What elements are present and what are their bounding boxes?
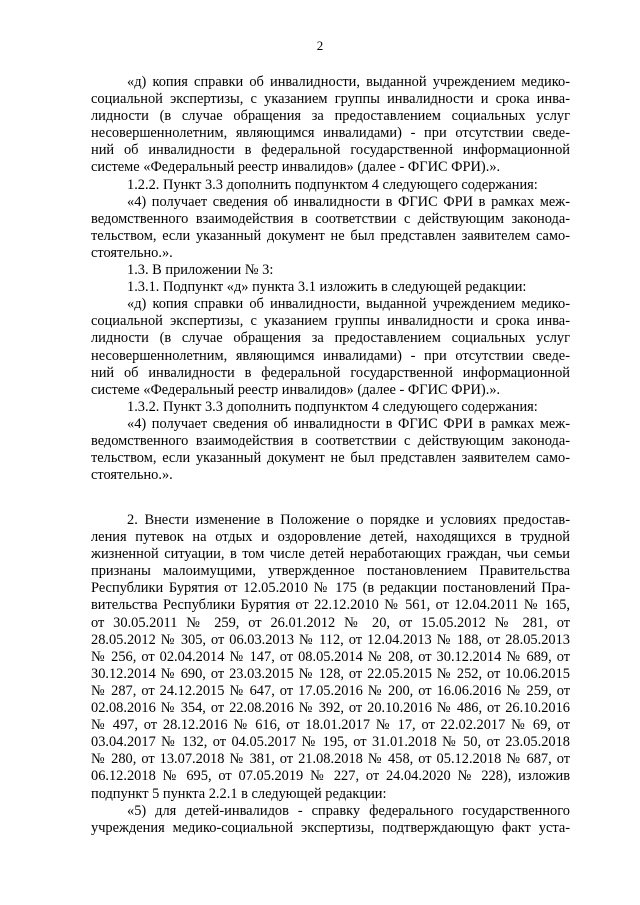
text-line: 1.3. В приложении № 3:	[127, 262, 274, 279]
text-line: лидности (в случае обращения за предоставлением социальных услуг	[91, 108, 570, 125]
text-line: «4) получает сведения об инвалидности в ФГИС ФРИ в рамках меж-	[127, 193, 570, 210]
text-line: стоятельно.».	[91, 467, 173, 484]
text-line: стоятельно.».	[91, 244, 173, 261]
text-line: лидности (в случае обращения за предоставлением социальных услуг	[91, 330, 570, 347]
text-line: ний об инвалидности в федеральной государственной информационной	[91, 142, 570, 159]
text-line: 2. Внести изменение в Положение о порядке и условиях предостав-	[127, 512, 570, 528]
text-line: «д) копия справки об инвалидности, выданной учреждением медико-	[127, 296, 570, 313]
text-line: 06.12.2018 № 695, от 07.05.2019 № 227, от 24.04.2020 № 228), изложив	[91, 768, 570, 785]
text-line: системе «Федеральный реестр инвалидов» (далее - ФГИС ФРИ).».	[91, 381, 501, 398]
amendments-section-1	[91, 74, 570, 484]
text-line: ведомственного взаимодействия в соответствии с действующим законода-	[91, 210, 570, 227]
text-line: ведомственного взаимодействия в соответствии с действующим законода-	[91, 432, 570, 449]
text-line: 03.04.2017 № 132, от 04.05.2017 № 195, от 31.01.2018 № 50, от 23.05.2018	[91, 734, 570, 751]
page-number: 2	[316, 38, 324, 53]
text-line: несовершеннолетним, являющимся инвалидами) - при отсутствии сведе-	[91, 125, 570, 142]
text-line: № 280, от 13.07.2018 № 381, от 21.08.2018 № 458, от 05.12.2018 № 687, от	[91, 751, 570, 768]
text-line: Республики Бурятия от 12.05.2010 № 175 (в редакции постановлений Пра-	[91, 580, 570, 597]
text-line: несовершеннолетним, являющимся инвалидами) - при отсутствии сведе-	[91, 347, 570, 364]
text-line: социальной экспертизы, с указанием группы инвалидности и срока инва-	[91, 313, 570, 330]
text-line: 1.3.1. Подпункт «д» пункта 3.1 изложить в следующей редакции:	[127, 279, 527, 296]
text-line: вительства Республики Бурятия от 22.12.2010 № 561, от 12.04.2011 № 165,	[91, 597, 570, 614]
text-line: социальной экспертизы, с указанием группы инвалидности и срока инва-	[91, 91, 570, 108]
text-line: тельством, если указанный документ не был представлен заявителем само-	[91, 450, 570, 467]
amendments-section-2	[91, 512, 570, 837]
text-line: «д) копия справки об инвалидности, выданной учреждением медико-	[127, 74, 570, 90]
text-line: от 30.05.2011 № 259, от 26.01.2012 № 20, от 15.05.2012 № 281, от	[91, 614, 570, 631]
text-line: № 256, от 02.04.2014 № 147, от 08.05.2014 № 208, от 30.12.2014 № 689, от	[91, 648, 570, 665]
text-line: системе «Федеральный реестр инвалидов» (далее - ФГИС ФРИ).».	[91, 159, 501, 176]
text-line: тельством, если указанный документ не был представлен заявителем само-	[91, 227, 570, 244]
text-line: учреждения медико-социальной экспертизы, подтверждающую факт уста-	[91, 819, 570, 836]
text-line: № 287, от 24.12.2015 № 647, от 17.05.2016 № 200, от 16.06.2016 № 259, от	[91, 682, 570, 699]
text-line: подпункт 5 пункта 2.2.1 в следующей редакции:	[91, 785, 387, 802]
text-line: «4) получает сведения об инвалидности в ФГИС ФРИ в рамках меж-	[127, 415, 570, 432]
text-line: 28.05.2012 № 305, от 06.03.2013 № 112, от 12.04.2013 № 188, от 28.05.2013	[91, 631, 570, 648]
text-line: 02.08.2016 № 354, от 22.08.2016 № 392, от 20.10.2016 № 486, от 26.10.2016	[91, 700, 570, 717]
text-line: 1.2.2. Пункт 3.3 дополнить подпунктом 4 следующего содержания:	[127, 176, 538, 193]
text-line: 30.12.2014 № 690, от 23.03.2015 № 128, от 22.05.2015 № 252, от 10.06.2015	[91, 665, 570, 682]
text-line: № 497, от 28.12.2016 № 616, от 18.01.2017 № 17, от 22.02.2017 № 69, от	[91, 717, 570, 734]
text-line: ления путевок на отдых и оздоровление детей, находящихся в трудной	[91, 529, 570, 546]
text-line: жизненной ситуации, в том числе детей неработающих граждан, чьи семьи	[91, 546, 570, 563]
text-line: признаны малоимущими, утвержденное постановлением Правительства	[91, 563, 570, 580]
text-line: «5) для детей-инвалидов - справку федерального государственного	[127, 802, 570, 819]
text-line: 1.3.2. Пункт 3.3 дополнить подпунктом 4 следующего содержания:	[127, 398, 538, 415]
text-line: ний об инвалидности в федеральной государственной информационной	[91, 364, 570, 381]
